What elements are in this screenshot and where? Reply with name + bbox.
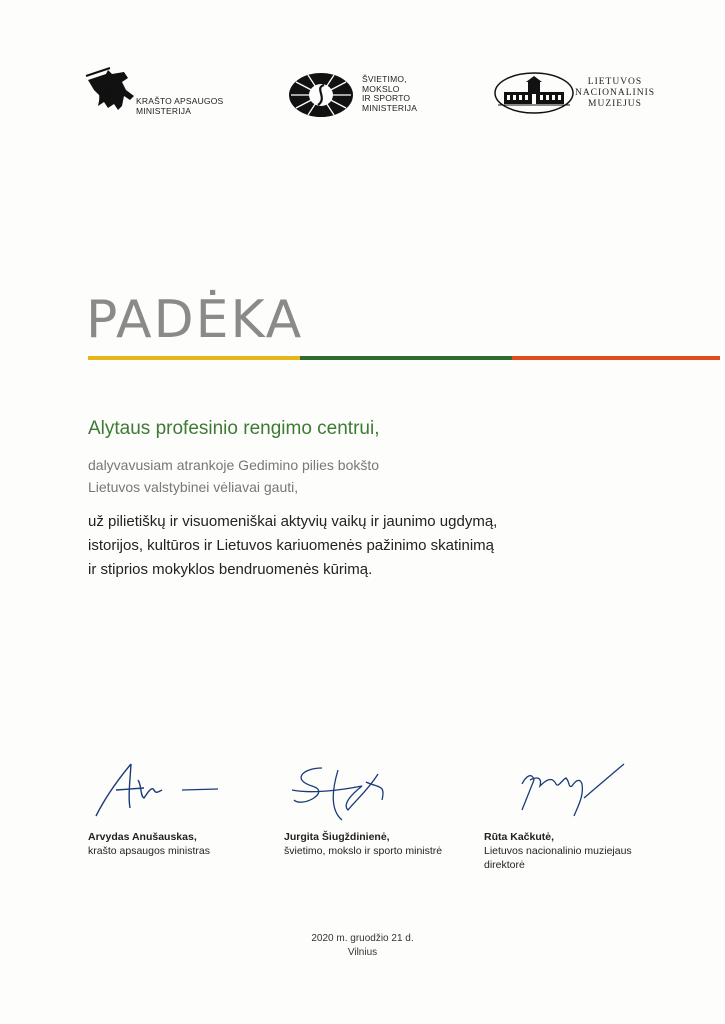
vytis-icon [84,66,140,118]
flag-stripe-red [512,356,720,360]
museum-building-icon [494,72,574,114]
defence-logo-line2: MINISTERIJA [136,106,192,116]
signer-name: Arvydas Anušauskas, [88,831,197,843]
signer-block [284,830,442,858]
flag-stripe-green [300,356,512,360]
signer-role: direktorė [484,859,525,871]
intro-line: dalyvavusiam atrankoje Gedimino pilies bokšto [88,457,380,473]
intro-line: Lietuvos valstybinei vėliavai gauti, [88,479,299,495]
reason-line: ir stiprios mokyklos bendruomenės kūrimą. [88,561,373,578]
signature-anusauskas [86,756,226,836]
museum-logo-line1: LIETUVOS [587,77,643,87]
education-logo-line3: IR SPORTO [362,93,411,103]
signer-block [88,830,210,858]
reason-line: istorijos, kultūros ir Lietuvos kariuomenės pažinimo skatinimą [88,537,494,554]
education-logo-line4: MINISTERIJA [362,102,418,113]
signer-role: švietimo, mokslo ir sporto ministrė [284,845,443,857]
issue-date: 2020 m. gruodžio 21 d. [311,933,414,944]
certificate-title: PADĖKA [86,290,304,350]
signer-role: Lietuvos nacionalinio muziejaus [484,845,632,857]
reason-line: už pilietiškų ir visuomeniškai aktyvių vaikų ir jaunimo ugdymą, [88,513,498,530]
defence-logo-line1: KRAŠTO APSAUGOS [136,96,224,106]
education-emblem-icon [288,72,354,118]
issue-place: Vilnius [347,947,378,958]
signer-role: krašto apsaugos ministras [88,845,210,857]
signature-siugzdiniene [282,760,402,830]
signer-block [484,830,632,872]
signer-name: Rūta Kačkutė, [484,831,555,843]
signer-name: Jurgita Šiugždinienė, [284,831,390,843]
date-place [0,932,725,960]
museum-logo-line3: MUZIEJUS [588,99,642,109]
education-logo-line1: ŠVIETIMO, [362,74,407,84]
museum-logo-line2: NACIONALINIS [574,88,656,98]
flag-stripe-yellow [88,356,300,360]
recipient-name: Alytaus profesinio rengimo centrui, [88,418,380,439]
signature-kackute [512,756,642,826]
education-logo-line2: MOKSLO [362,83,400,94]
